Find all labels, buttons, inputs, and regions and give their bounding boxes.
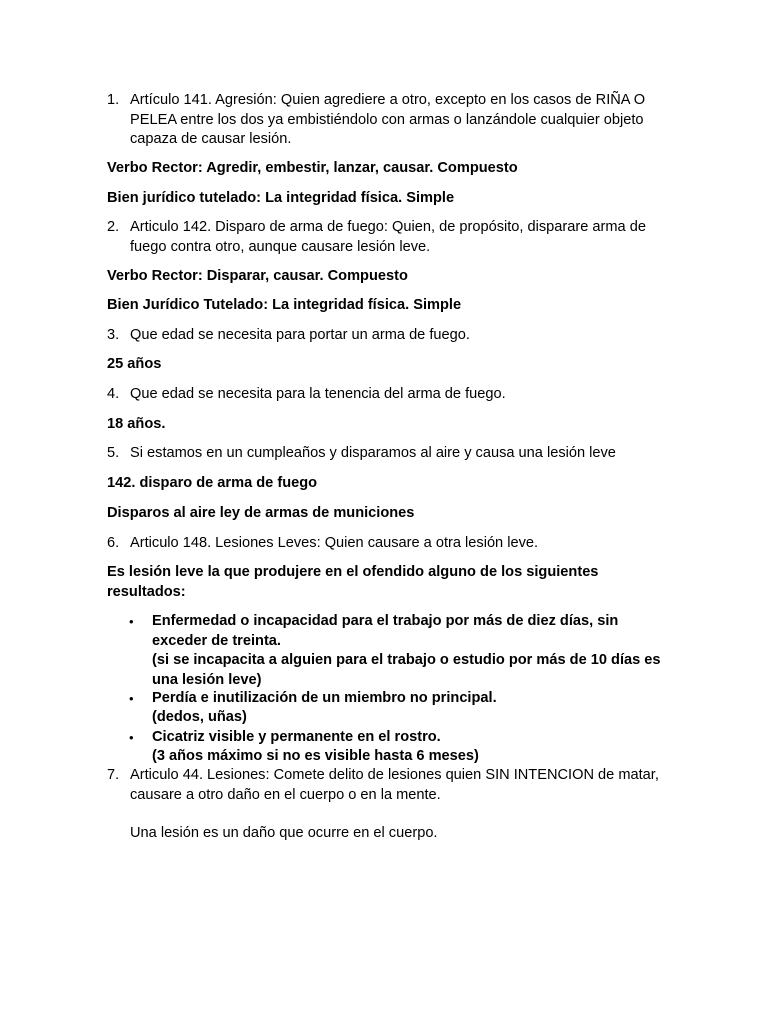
answer-bien-juridico: Bien jurídico tutelado: La integridad física. Simple bbox=[107, 190, 455, 206]
item-number: 3. bbox=[107, 327, 120, 343]
item-number: 4. bbox=[107, 386, 120, 402]
answer-age: 25 años bbox=[107, 356, 162, 372]
bullet-main: Cicatriz visible y permanente en el rostro. bbox=[152, 729, 441, 745]
item-text: Si estamos en un cumpleaños y disparamos al aire y causa una lesión leve bbox=[130, 445, 616, 461]
answer-bien-juridico: Bien Jurídico Tutelado: La integridad física. Simple bbox=[107, 297, 462, 313]
item-text: Articulo 148. Lesiones Leves: Quien causare a otra lesión leve. bbox=[130, 535, 539, 551]
answer-age: 18 años. bbox=[107, 416, 166, 432]
item-text: Articulo 142. Disparo de arma de fuego: Quien, de propósito, disparare arma de fuego contra otro, aunque causare lesión leve. bbox=[130, 219, 646, 255]
item-number: 7. bbox=[107, 767, 120, 783]
item-text: Articulo 44. Lesiones: Comete delito de lesiones quien SIN INTENCION de matar, causare a otro daño en el cuerpo o en la mente. bbox=[130, 767, 659, 803]
item-note: Una lesión es un daño que ocurre en el cuerpo. bbox=[130, 825, 438, 841]
answer-law: Disparos al aire ley de armas de municiones bbox=[107, 505, 415, 521]
item-text: Que edad se necesita para portar un arma de fuego. bbox=[130, 327, 470, 343]
bullet-main: Perdía e inutilización de un miembro no principal. bbox=[152, 690, 497, 706]
item-number: 6. bbox=[107, 535, 120, 551]
bullet-note: (dedos, uñas) bbox=[152, 709, 247, 725]
item-number: 2. bbox=[107, 219, 120, 235]
answer-verbo-rector: Verbo Rector: Agredir, embestir, lanzar, causar. Compuesto bbox=[107, 160, 518, 176]
bullet-note: (si se incapacita a alguien para el trabajo o estudio por más de 10 días es una lesión leve) bbox=[152, 652, 661, 688]
item-number: 1. bbox=[107, 92, 120, 108]
bullet-icon: • bbox=[129, 614, 134, 629]
item-text: Artículo 141. Agresión: Quien agrediere a otro, excepto en los casos de RIÑA O PELEA entre los dos ya embistiéndolo con armas o lanzándole cualquier objeto capaza de causar lesión. bbox=[130, 92, 646, 147]
item-number: 5. bbox=[107, 445, 120, 461]
bullet-icon: • bbox=[129, 691, 134, 706]
answer-verbo-rector: Verbo Rector: Disparar, causar. Compuesto bbox=[107, 268, 408, 284]
answer-article: 142. disparo de arma de fuego bbox=[107, 475, 318, 491]
bullet-note: (3 años máximo si no es visible hasta 6 meses) bbox=[152, 748, 479, 764]
bullet-main: Enfermedad o incapacidad para el trabajo por más de diez días, sin exceder de treinta. bbox=[152, 613, 619, 649]
item-text: Que edad se necesita para la tenencia del arma de fuego. bbox=[130, 386, 506, 402]
answer-intro: Es lesión leve la que produjere en el ofendido alguno de los siguientes resultados: bbox=[107, 564, 599, 600]
bullet-icon: • bbox=[129, 730, 134, 745]
